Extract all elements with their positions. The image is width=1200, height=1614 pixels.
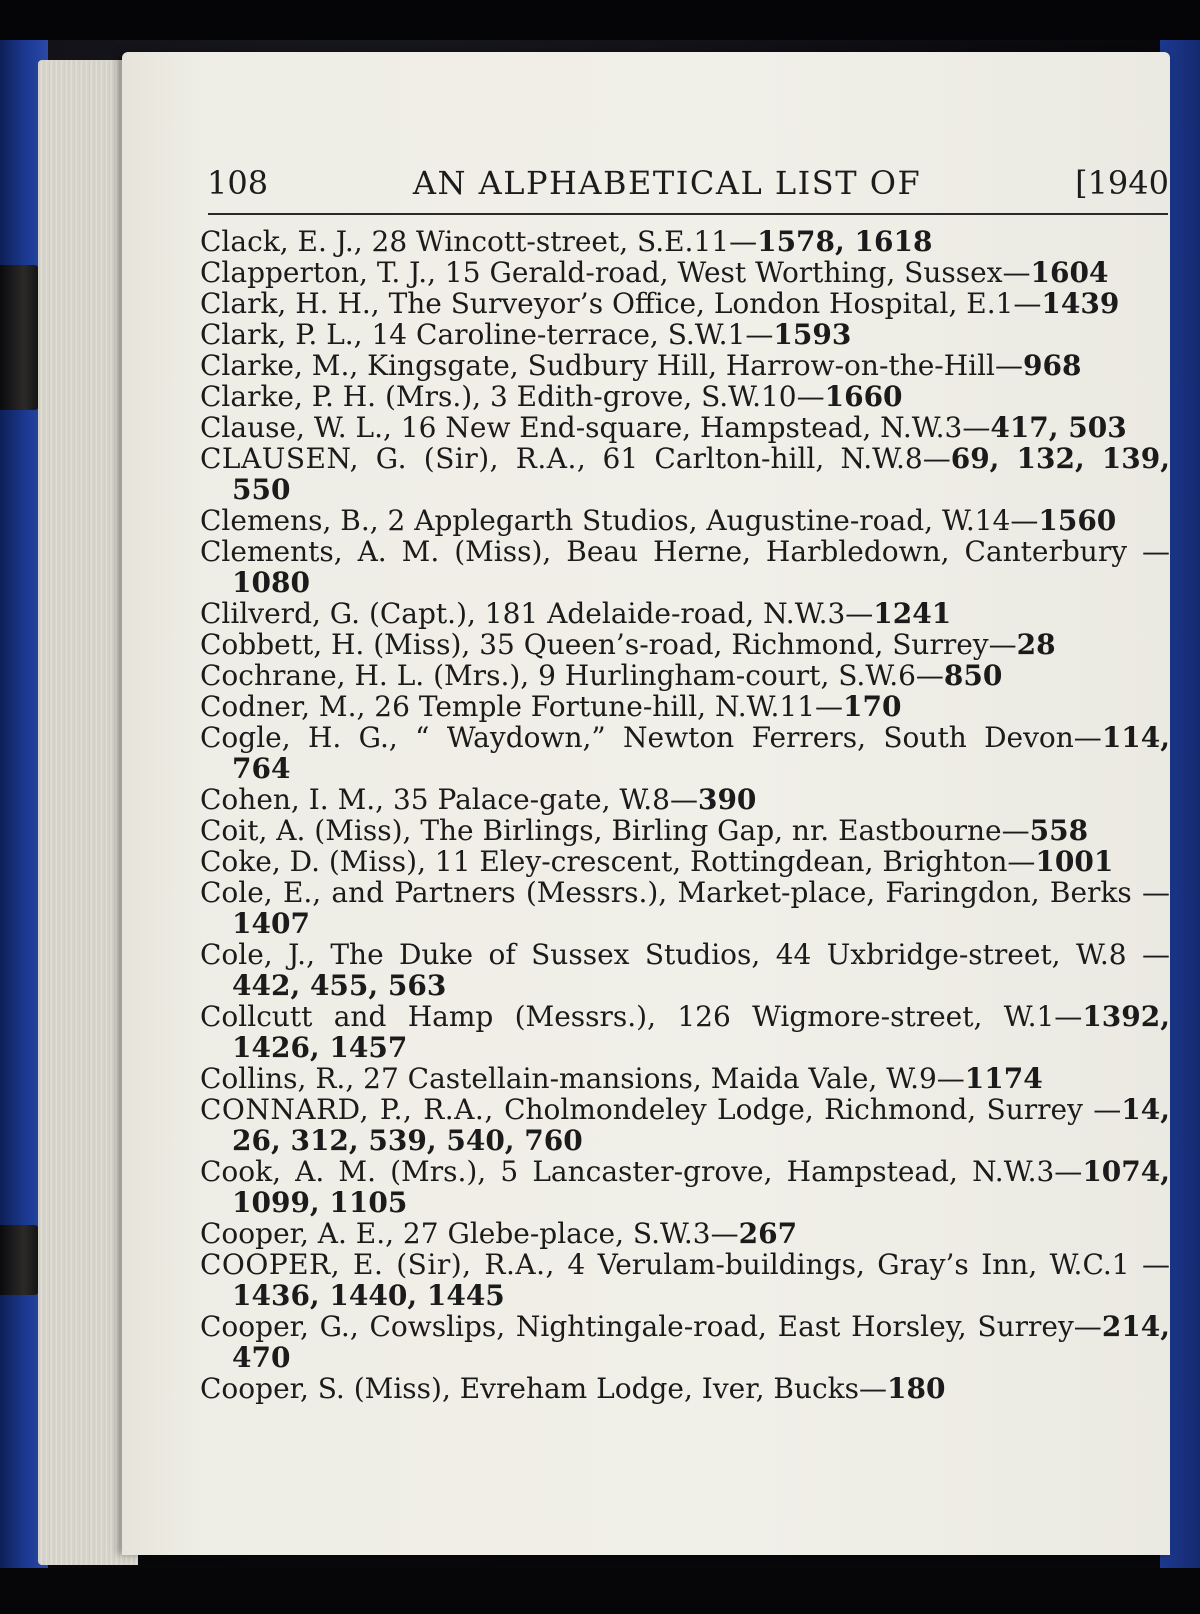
entry-name: Clarke, P. H. (Mrs.), — [200, 380, 482, 413]
entry-details: The Duke of Sussex Studios, 44 Uxbridge-street, W.8 — — [314, 938, 1170, 971]
entry-details: Beau Herne, Harbledown, Canterbury — — [551, 535, 1170, 568]
entry-details: Cowslips, Nightingale-road, East Horsley, Surrey— — [358, 1310, 1102, 1343]
entry-refs: 1174 — [964, 1062, 1043, 1095]
entry-details: 14 Caroline-terrace, S.W.1— — [362, 318, 774, 351]
entry-refs: 1439 — [1041, 287, 1120, 320]
entry-details: Cholmondeley Lodge, Richmond, Surrey — — [493, 1093, 1122, 1126]
entry-refs: 1407 — [232, 907, 310, 940]
entry-name: Coit, A. (Miss), — [200, 814, 412, 847]
entry-details: 181 Adelaide-road, N.W.3— — [475, 597, 874, 630]
header-rule — [208, 213, 1168, 215]
entry-refs: 1593 — [773, 318, 852, 351]
entry-refs: 558 — [1029, 814, 1089, 847]
entry-refs: 69, 132, 139, 550 — [232, 442, 1170, 506]
entry-name: Clements, A. M. (Miss), — [200, 535, 552, 568]
entry-details: 4 Verulam-buildings, Gray’s Inn, W.C.1 — — [554, 1248, 1170, 1281]
entry-details: 35 Palace-gate, W.8— — [384, 783, 698, 816]
entry-name: Cole, J., — [200, 938, 315, 971]
entry-name: Collcutt and Hamp (Messrs.), — [200, 1000, 656, 1033]
entry-refs: 1436, 1440, 1445 — [232, 1279, 505, 1312]
entry-details: 2 Applegarth Studios, Augustine-road, W.14— — [378, 504, 1039, 537]
entry-name: CLAUSEN, G. (Sir), R.A., — [200, 442, 587, 475]
entry-name: CONNARD, P., R.A., — [200, 1093, 494, 1126]
book-cover-bottom — [0, 1568, 1200, 1614]
entry-details: Evreham Lodge, Iver, Bucks— — [450, 1372, 887, 1405]
entry-details: Kingsgate, Sudbury Hill, Harrow-on-the-Hill— — [358, 349, 1024, 382]
entry-refs: 850 — [943, 659, 1003, 692]
book-cover-top — [0, 0, 1200, 40]
entry-name: Clause, W. L., — [200, 411, 392, 444]
entry-name: Clack, E. J., — [200, 225, 363, 258]
list-item — [200, 629, 1170, 660]
list-item — [200, 815, 1170, 846]
entry-refs: 417, 503 — [990, 411, 1127, 444]
entry-name: Clilverd, G. (Capt.), — [200, 597, 476, 630]
entry-details: The Birlings, Birling Gap, nr. Eastbourne— — [411, 814, 1030, 847]
entry-name: Cobbett, H. (Miss), — [200, 628, 471, 661]
entry-name: Cooper, A. E., — [200, 1217, 395, 1250]
entry-name: Cole, E., and Partners (Messrs.), — [200, 876, 668, 909]
entry-name: COOPER, E. (Sir), R.A., — [200, 1248, 555, 1281]
entry-details: 126 Wigmore-street, W.1— — [656, 1000, 1083, 1033]
entry-refs: 1074, 1099, 1105 — [232, 1155, 1170, 1219]
list-item — [200, 505, 1170, 536]
entry-details: 11 Eley-crescent, Rottingdean, Brighton— — [425, 845, 1036, 878]
running-header — [207, 162, 1169, 204]
entry-details: 27 Castellain-mansions, Maida Vale, W.9— — [354, 1062, 965, 1095]
entry-refs: 968 — [1023, 349, 1082, 382]
list-item — [200, 226, 1170, 257]
list-item — [200, 598, 1170, 629]
entry-details: 3 Edith-grove, S.W.10— — [481, 380, 825, 413]
list-item — [200, 350, 1170, 381]
entry-refs: 170 — [843, 690, 902, 723]
entry-name: Cogle, H. G., — [200, 721, 398, 754]
entry-refs: 14, 26, 312, 539, 540, 760 — [232, 1093, 1170, 1157]
entry-refs: 1241 — [873, 597, 952, 630]
entry-name: Cooper, G., — [200, 1310, 359, 1343]
running-title: AN ALPHABETICAL LIST OF — [412, 164, 922, 202]
entry-refs: 1660 — [824, 380, 903, 413]
entry-details: 61 Carlton-hill, N.W.8— — [586, 442, 951, 475]
entry-refs: 180 — [887, 1372, 946, 1405]
entry-refs: 114, 764 — [232, 721, 1171, 785]
directory-entries — [200, 226, 1170, 1404]
entry-refs: 1604 — [1030, 256, 1109, 289]
entry-refs: 1392, 1426, 1457 — [232, 1000, 1170, 1064]
list-item — [200, 660, 1170, 691]
list-item — [200, 1373, 1170, 1404]
entry-details: Market-place, Faringdon, Berks — — [667, 876, 1170, 909]
list-item — [200, 1156, 1170, 1218]
entry-refs: 214, 470 — [232, 1310, 1171, 1374]
entry-refs: 442, 455, 563 — [232, 969, 447, 1002]
entry-refs: 28 — [1016, 628, 1056, 661]
list-item — [200, 288, 1170, 319]
entry-name: Coke, D. (Miss), — [200, 845, 426, 878]
list-item — [200, 846, 1170, 877]
entry-refs: 390 — [697, 783, 757, 816]
entry-details: “ Waydown,” Newton Ferrers, South Devon— — [397, 721, 1102, 754]
entry-name: Cohen, I. M., — [200, 783, 385, 816]
entry-name: Cochrane, H. L. (Mrs.), — [200, 659, 530, 692]
list-item — [200, 1249, 1170, 1311]
list-item — [200, 381, 1170, 412]
list-item — [200, 877, 1170, 939]
list-item — [200, 691, 1170, 722]
entry-name: Clarke, M., — [200, 349, 359, 382]
entry-name: Clark, P. L., — [200, 318, 363, 351]
list-item — [200, 784, 1170, 815]
entry-name: Clark, H. H., — [200, 287, 380, 320]
list-item — [200, 257, 1170, 288]
year-mark: [1940 — [1075, 164, 1169, 202]
entry-details: 5 Lancaster-grove, Hampstead, N.W.3— — [486, 1155, 1083, 1188]
list-item — [200, 722, 1170, 784]
binding-strap — [0, 1225, 40, 1295]
entry-details: 15 Gerald-road, West Worthing, Sussex— — [436, 256, 1031, 289]
list-item — [200, 412, 1170, 443]
entry-name: Cooper, S. (Miss), — [200, 1372, 451, 1405]
list-item — [200, 939, 1170, 1001]
entry-refs: 1578, 1618 — [757, 225, 933, 258]
list-item — [200, 319, 1170, 350]
entry-refs: 267 — [738, 1217, 798, 1250]
entry-name: Cook, A. M. (Mrs.), — [200, 1155, 487, 1188]
entry-details: 28 Wincott-street, S.E.11— — [362, 225, 758, 258]
entry-name: Clapperton, T. J., — [200, 256, 437, 289]
entry-name: Clemens, B., — [200, 504, 379, 537]
entry-details: The Surveyor’s Office, London Hospital, E.1— — [379, 287, 1042, 320]
entry-refs: 1001 — [1035, 845, 1114, 878]
entry-details: 27 Glebe-place, S.W.3— — [394, 1217, 739, 1250]
entry-details: 9 Hurlingham-court, S.W.6— — [529, 659, 944, 692]
entry-refs: 1080 — [232, 566, 310, 599]
entry-details: 26 Temple Fortune-hill, N.W.11— — [365, 690, 844, 723]
list-item — [200, 443, 1170, 505]
list-item — [200, 1001, 1170, 1063]
entry-refs: 1560 — [1038, 504, 1117, 537]
binding-strap — [0, 265, 40, 410]
entry-name: Collins, R., — [200, 1062, 355, 1095]
list-item — [200, 1063, 1170, 1094]
list-item — [200, 1094, 1170, 1156]
page-number: 108 — [207, 164, 269, 202]
entry-details: 16 New End-square, Hampstead, N.W.3— — [391, 411, 991, 444]
list-item — [200, 1218, 1170, 1249]
entry-details: 35 Queen’s-road, Richmond, Surrey— — [470, 628, 1017, 661]
list-item — [200, 1311, 1170, 1373]
list-item — [200, 536, 1170, 598]
entry-name: Codner, M., — [200, 690, 366, 723]
